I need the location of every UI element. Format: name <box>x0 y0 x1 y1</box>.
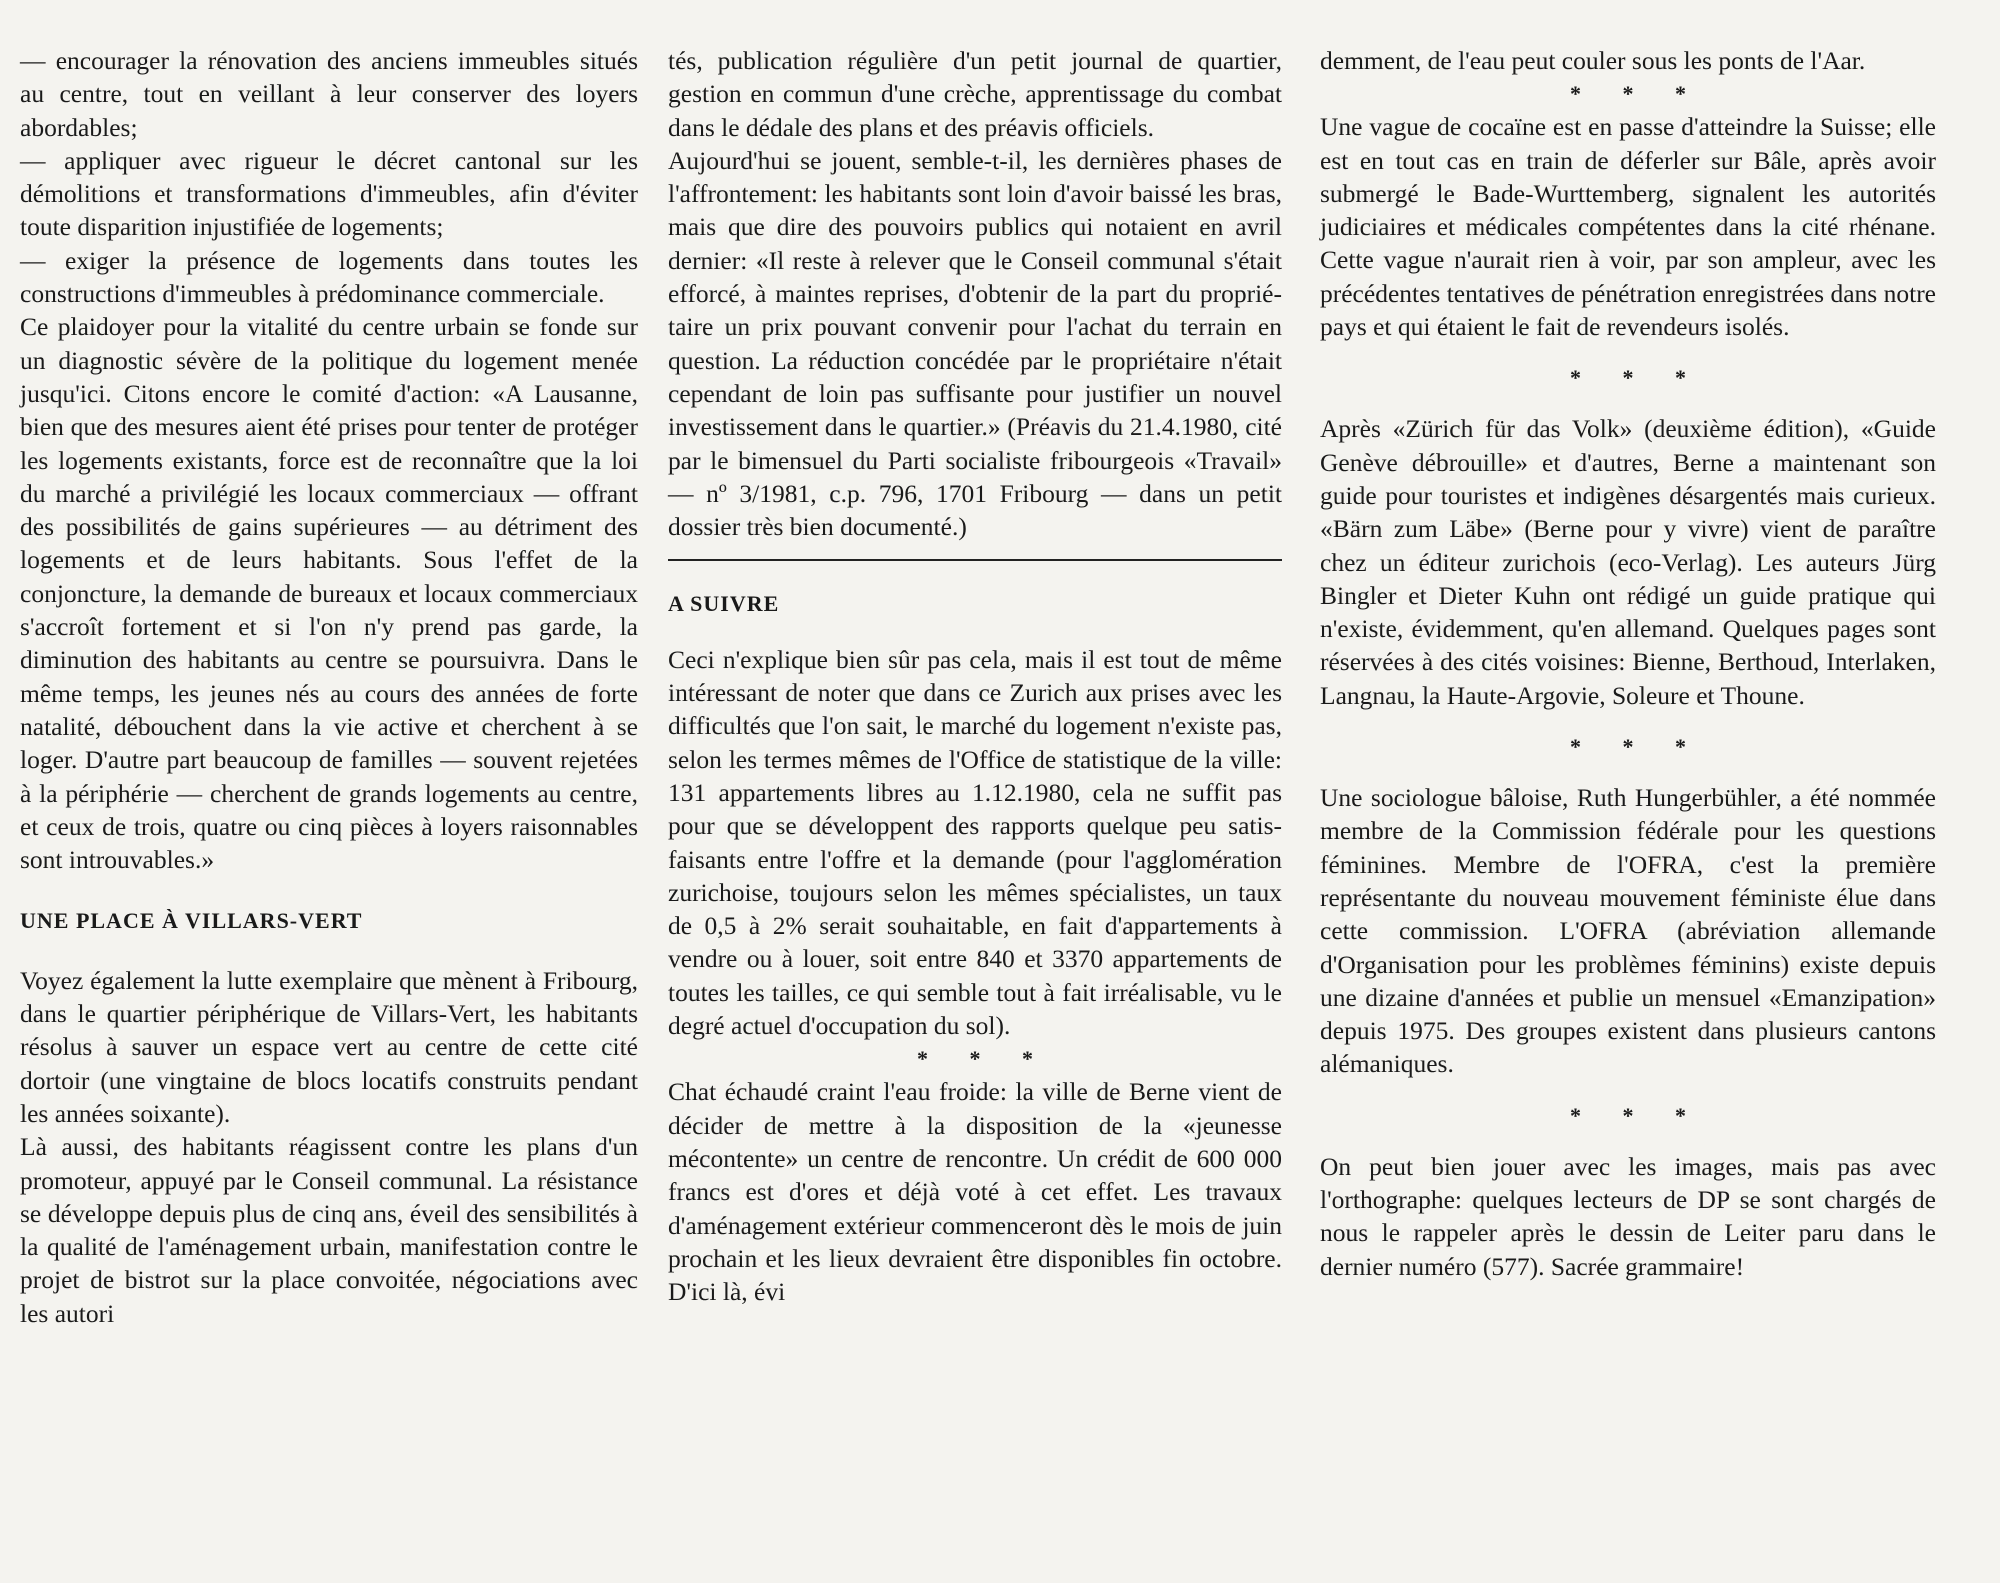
heading-villars-vert: UNE PLACE À VILLARS-VERT <box>20 908 363 934</box>
paragraph-guide: Après «Zürich für das Volk» (deuxième édition), «Guide Genève débrouille» et d'autres, Berne a maintenant son guide pour touristes et indigènes désargentés mais curieux. «Bärn zum Läbe» (Berne pour y vivre) vient de paraître chez un éditeur zurichois (eco-Verlag). Les auteurs Jürg Bingler et Dieter Kuhn ont rédigé un guide pratique qui n'existe, évidemment, qu'en allemand. Quelques pages sont réservées à des cités voisines: Bienne, Berthoud, Interlaken, Langnau, la Haute-Argovie, Soleure et Thoune. <box>1320 414 1936 710</box>
paragraph-ofra: Une sociologue bâloise, Ruth Hungerbühler, a été nommée membre de la Commission fédérale pour les questions féminines. Membre de l'OFRA, c'est la première représentante du nouveau mouvement féministe élue dans cette commission. L'OFRA (abréviation allemande d'Organisation pour les problèmes féminins) existe depuis une dizaine d'années et publie un mensuel «Emanzipation» depuis 1975. Des groupes existent dans plusieurs cantons alémaniques. <box>1320 783 1936 1079</box>
paragraph-cocaine: Une vague de cocaïne est en passe d'atteindre la Suisse; elle est en tout cas en train de déferler sur Bâle, après avoir submergé le Bade-Wurttemberg, signalent les autorités judiciaires et médicales compétentes dans la cité rhénane. Cette vague n'aurait rien à voir, par son ampleur, avec les précédentes tentatives de pénétration enregistrées dans notre pays et qui étaient le fait de revendeurs isolés. <box>1320 112 1936 342</box>
paragraph-voyez: Voyez également la lutte exemplaire que mènent à Fribourg, dans le quartier périphérique de Villars-Vert, les habitants résolus à sauver un espace vert au centre de cette cité dortoir (une vingtaine de blocs locatifs construits pendant les années soixante). <box>20 965 638 1128</box>
column-3 <box>1320 44 1936 1283</box>
paragraph-renovation: — encourager la rénovation des anciens immeubles situés au centre, tout en veillant à leur conserver des loyers abordables; <box>20 46 638 142</box>
section-divider <box>668 559 1282 561</box>
column-1 <box>20 44 638 1330</box>
paragraph-aujourdhui: Aujourd'hui se jouent, semble-t-il, les dernières phases de l'affrontement: les habitants sont loin d'avoir baissé les bras, mais que dire des pouvoirs publics qui notaient en avril dernier: «Il reste à relever que le Conseil communal s'était efforcé, à maintes reprises, d'obtenir de la part du propriétaire un prix pouvant convenir pour l'achat du terrain en question. La réduction concédée par le propriétaire n'était cependant de loin pas suffisante pour justifier un nouvel investissement dans le quartier.» (Préavis du 21.4.1980, cité par le bimensuel du Parti socialiste fribourgeois «Travail» — nº 3/1981, c.p. 796, 1701 Fribourg — dans un petit dossier très bien documenté.) <box>668 145 1282 542</box>
paragraph-plaidoyer: Ce plaidoyer pour la vitalité du centre urbain se fonde sur un diagnostic sévère de la politique du logement menée jusqu'ici. Citons encore le comité d'action: «A Lausanne, bien que des mesures aient été prises pour tenter de protéger les logements existants, force est de reconnaître que la loi du marché a privilégié les locaux commerciaux — offrant des possibilités de gains supérieures — au détriment des logements et de leurs habitants. Sous l'effet de la conjoncture, la demande de bureaux et locaux commerciaux s'accroît fortement et si l'on n'y prend pas garde, la diminution des habitants au centre se poursuivra. Dans le même temps, les jeunes nés au cours des années de forte natalité, débouchent dans la vie active et cherchent à se loger. D'autre part beaucoup de familles — souvent rejetées à la périphérie — cherchent de grands logements au centre, et ceux de trois, quatre ou cinq pièces à loyers raisonnables sont introuvables.» <box>20 312 638 875</box>
paragraph-orthographe: On peut bien jouer avec les images, mais pas avec l'orthographe: quelques lecteurs de DP se sont chargés de nous le rappeler après le dessin de Leiter paru dans le dernier numéro (577). Sacrée grammaire! <box>1320 1151 1936 1281</box>
separator-stars: * * * <box>1570 734 1704 760</box>
paragraph-logements: — exiger la présence de logements dans toutes les constructions d'immeubles à prédominance commerciale. <box>20 245 638 309</box>
paragraph-decret: — appliquer avec rigueur le décret cantonal sur les démolitions et transformations d'immeubles, afin d'éviter toute disparition injustifiée de logements; <box>20 145 638 242</box>
separator-stars: * * * <box>1570 1102 1704 1128</box>
paragraph-zurich: Ceci n'explique bien sûr pas cela, mais il est tout de même intéressant de noter que dans ce Zurich aux prises avec les difficultés que l'on sait, le marché du logement n'existe pas, selon les termes mêmes de l'Office de statistique de la ville: 131 appartements libres au 1.12.1980, cela ne suffit pas pour que se développent des rapports quelque peu satisfaisants entre l'offre et la demande (pour l'agglomération zurichoise, toujours selon les mêmes spécialistes, un taux de 0,5 à 2% serait souhaitable, en fait d'appartements à vendre ou à louer, soit entre 840 et 3370 appartements de toutes les tailles, ce qui semble tout à fait irréalisable, vu le degré actuel d'occupation du sol). <box>668 644 1282 1041</box>
paragraph-berne: Chat échaudé craint l'eau froide: la ville de Berne vient de décider de mettre à la disposition de la «jeunesse mécontente» un centre de rencontre. Un crédit de 600 000 francs est d'ores et déjà voté à cet effet. Les travaux d'aménagement extérieur commenceront dès le mois de juin prochain et les lieux devraient être disponibles fin octobre. D'ici là, évi <box>668 1077 1282 1307</box>
separator-stars: * * * <box>917 1046 1051 1072</box>
paragraph-la-aussi: Là aussi, des habitants réagissent contre les plans d'un promoteur, appuyé par le Conseil communal. La résistance se développe depuis plus de cinq ans, éveil des sensibilités à la qualité de l'aménagement urbain, manifestation contre le projet de bistrot sur la place convoitée, négociations avec les autori <box>20 1132 638 1328</box>
column-2 <box>668 44 1282 1308</box>
paragraph-publication: tés, publication régulière d'un petit journal de quartier, gestion en commun d'une crèche, apprentissage du combat dans le dédale des plans et des préavis officiels. <box>668 46 1282 142</box>
separator-stars: * * * <box>1570 81 1704 107</box>
paragraph-aar: demment, de l'eau peut couler sous les ponts de l'Aar. <box>1320 46 1866 75</box>
separator-stars: * * * <box>1570 365 1704 391</box>
heading-a-suivre: A SUIVRE <box>668 591 780 617</box>
